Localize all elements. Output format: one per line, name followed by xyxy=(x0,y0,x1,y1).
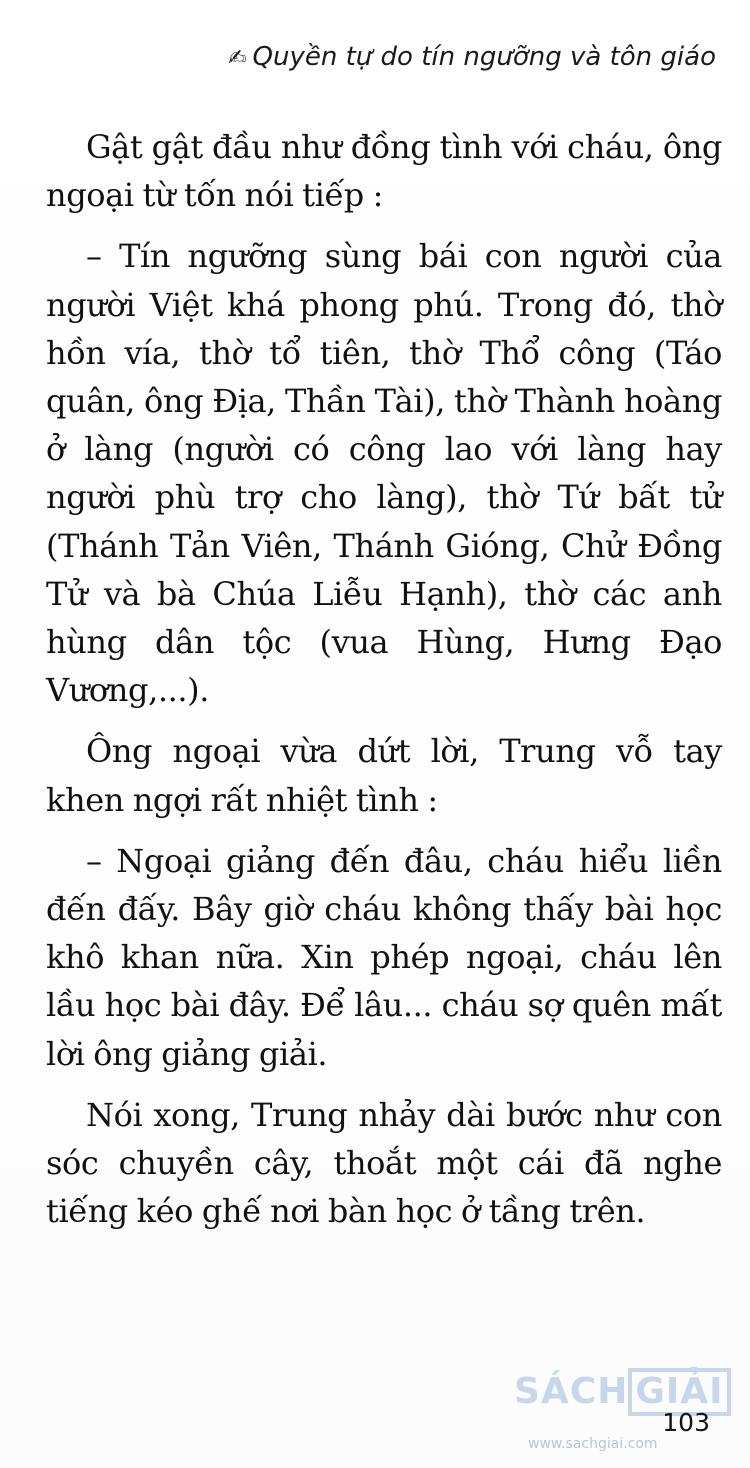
running-header xyxy=(228,42,716,72)
watermark-url: www.sachgiai.com xyxy=(528,1436,658,1452)
body-text xyxy=(46,123,722,1248)
paragraph-1: Gật gật đầu như đồng tình với cháu, ông ngoại từ tốn nói tiếp : xyxy=(46,128,722,215)
paragraph-5: Nói xong, Trung nhảy dài bước như con sóc chuyền cây, thoắt một cái đã nghe tiếng kéo ghế nơi bàn học ở tầng trên. xyxy=(46,1095,722,1231)
book-pen-icon: ✍ xyxy=(228,45,247,71)
paragraph-3: Ông ngoại vừa dứt lời, Trung vỗ tay khen ngợi rất nhiệt tình : xyxy=(46,732,722,819)
watermark-logo-left: SÁCH xyxy=(514,1371,629,1412)
watermark-logo-boxed: GIẢI xyxy=(628,1368,730,1416)
page-number: 103 xyxy=(662,1408,710,1437)
paragraph-2: – Tín ngưỡng sùng bái con người của người Việt khá phong phú. Trong đó, thờ hồn vía, thờ tổ tiên, thờ Thổ công (Táo quân, ông Địa, Thần Tài), thờ Thành hoàng ở làng (người có công lao với làng hay người phù trợ cho làng), thờ Tứ bất tử (Thánh Tản Viên, Thánh Gióng, Chử Đồng Tử và bà Chúa Liễu Hạnh), thờ các anh hùng dân tộc (vua Hùng, Hưng Đạo Vương,...). xyxy=(46,237,722,710)
paragraph-4: – Ngoại giảng đến đâu, cháu hiểu liền đến đấy. Bây giờ cháu không thấy bài học khô khan nữa. Xin phép ngoại, cháu lên lầu học bài đây. Để lâu... cháu sợ quên mất lời ông giảng giải. xyxy=(46,841,722,1073)
running-header-title: Quyền tự do tín ngưỡng và tôn giáo xyxy=(252,42,716,72)
